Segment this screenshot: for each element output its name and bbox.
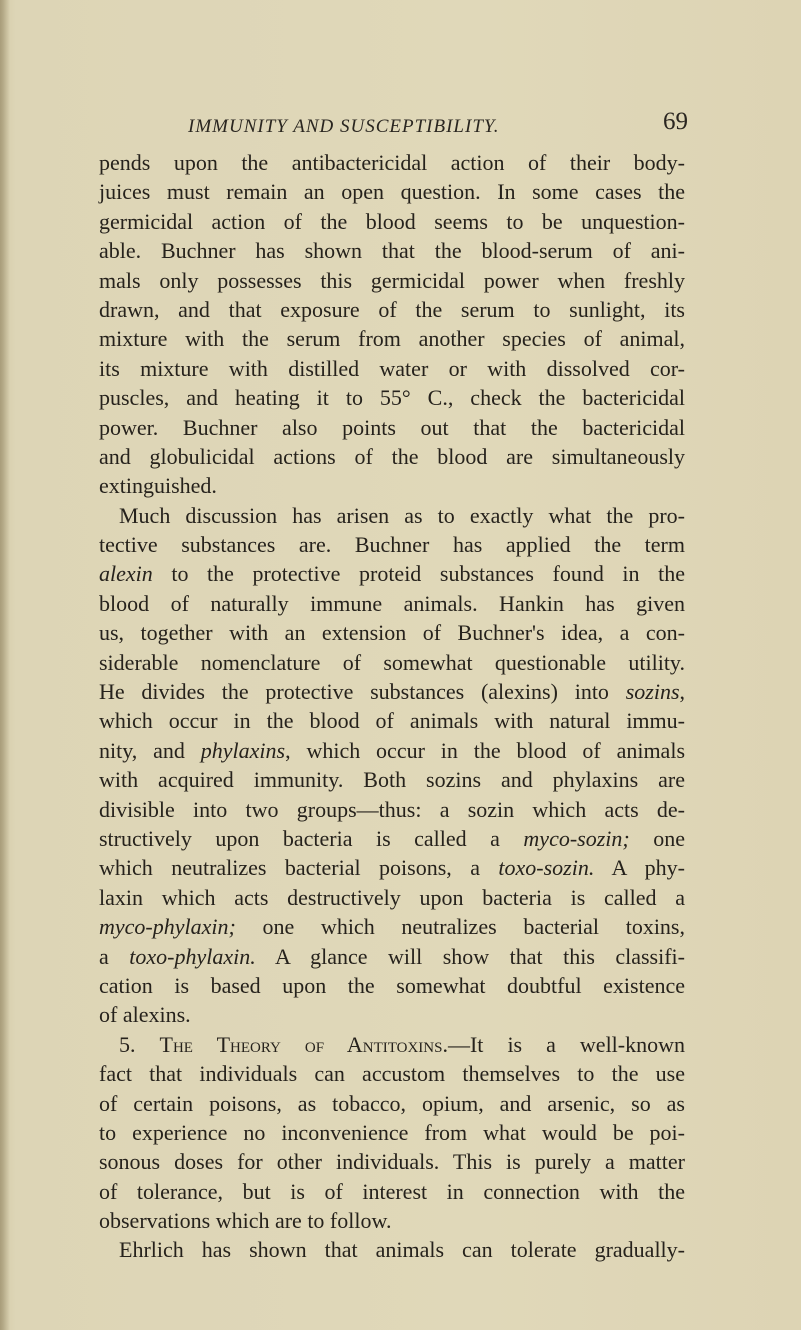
text-line <box>99 942 685 971</box>
italic-term: myco-sozin; <box>523 825 630 851</box>
text-run: He divides the protective substances (alexins) into <box>99 679 626 705</box>
section-heading-line <box>99 1030 685 1059</box>
italic-term: phylaxins <box>200 737 286 763</box>
text-line: cation is based upon the somewhat doubtful existence <box>99 972 685 998</box>
text-line: and globulicidal actions of the blood are simultaneously <box>99 443 685 469</box>
italic-term: toxo-phylaxin. <box>129 943 256 969</box>
text-line: sonous doses for other individuals. This is purely a matter <box>99 1149 685 1175</box>
text-line: us, together with an extension of Buchner's idea, a con- <box>99 620 685 646</box>
text-run: one which neutralizes bacterial toxins, <box>235 914 685 940</box>
text-line: pends upon the antibactericidal action of their body- <box>99 150 685 175</box>
text-line: power. Buchner also points out that the bactericidal <box>99 414 685 440</box>
italic-term: myco-phylaxin; <box>99 914 236 940</box>
text-run: A glance will show that this classifi- <box>255 943 685 969</box>
text-line <box>99 824 685 853</box>
running-head: IMMUNITY AND SUSCEPTIBILITY. <box>188 116 500 137</box>
text-line: puscles, and heating it to 55° C., check the bactericidal <box>99 385 685 411</box>
text-line: able. Buchner has shown that the blood-serum of ani- <box>99 238 685 264</box>
text-line <box>99 853 685 882</box>
text-run: a <box>99 943 130 969</box>
text-line: germicidal action of the blood seems to be unquestion- <box>99 208 685 234</box>
text-line <box>99 677 685 706</box>
text-run: , <box>679 679 685 705</box>
text-line: of alexins. <box>99 1002 191 1028</box>
text-line <box>99 559 685 588</box>
text-run: , which occur in the blood of animals <box>285 737 685 763</box>
text-line: which occur in the blood of animals with natural immu- <box>99 708 685 734</box>
text-line: extinguished. <box>99 473 217 499</box>
text-line: tective substances are. Buchner has applied the term <box>99 532 685 558</box>
text-line: fact that individuals can accustom themselves to the use <box>99 1061 685 1087</box>
text-line: its mixture with distilled water or with dissolved cor- <box>99 355 685 381</box>
body-text <box>99 148 685 1265</box>
text-run: to the protective proteid substances found in the <box>152 561 685 587</box>
italic-term: toxo-sozin. <box>498 855 595 881</box>
text-line: with acquired immunity. Both sozins and phylaxins are <box>99 767 685 793</box>
text-line <box>99 912 685 941</box>
text-line: to experience no inconvenience from what would be poi- <box>99 1119 685 1145</box>
section-title: The Theory of Antitoxins. <box>159 1031 448 1057</box>
italic-term: alexin <box>99 561 153 587</box>
text-run: structively upon bacteria is called a <box>99 825 524 851</box>
text-run: nity, and <box>99 737 201 763</box>
text-line: observations which are to follow. <box>99 1208 392 1234</box>
text-line: siderable nomenclature of somewhat questionable utility. <box>99 649 685 675</box>
text-line: drawn, and that exposure of the serum to sunlight, its <box>99 296 685 322</box>
text-run: —It is a well-known <box>447 1031 686 1057</box>
text-line: laxin which acts destructively upon bacteria is called a <box>99 884 685 910</box>
text-run: one <box>629 825 685 851</box>
text-run: which neutralizes bacterial poisons, a <box>99 855 499 881</box>
page-number: 69 <box>663 108 688 135</box>
text-line: Much discussion has arisen as to exactly what the pro- <box>119 502 685 528</box>
italic-term: sozins <box>625 679 680 705</box>
text-run: A phy- <box>594 855 685 881</box>
text-line: of tolerance, but is of interest in connection with the <box>99 1178 685 1204</box>
text-line <box>99 736 685 765</box>
text-line: blood of naturally immune animals. Hankin has given <box>99 590 685 616</box>
page-header <box>188 102 688 142</box>
text-line: mixture with the serum from another species of animal, <box>99 326 685 352</box>
text-line: mals only possesses this germicidal power when freshly <box>99 267 685 293</box>
page-gutter-shadow <box>0 0 10 1330</box>
text-line: Ehrlich has shown that animals can tolerate gradually- <box>119 1237 685 1263</box>
text-line: divisible into two groups—thus: a sozin which acts de- <box>99 796 685 822</box>
section-number: 5. <box>119 1031 160 1057</box>
text-line: of certain poisons, as tobacco, opium, and arsenic, so as <box>99 1090 685 1116</box>
text-line: juices must remain an open question. In some cases the <box>99 179 685 205</box>
